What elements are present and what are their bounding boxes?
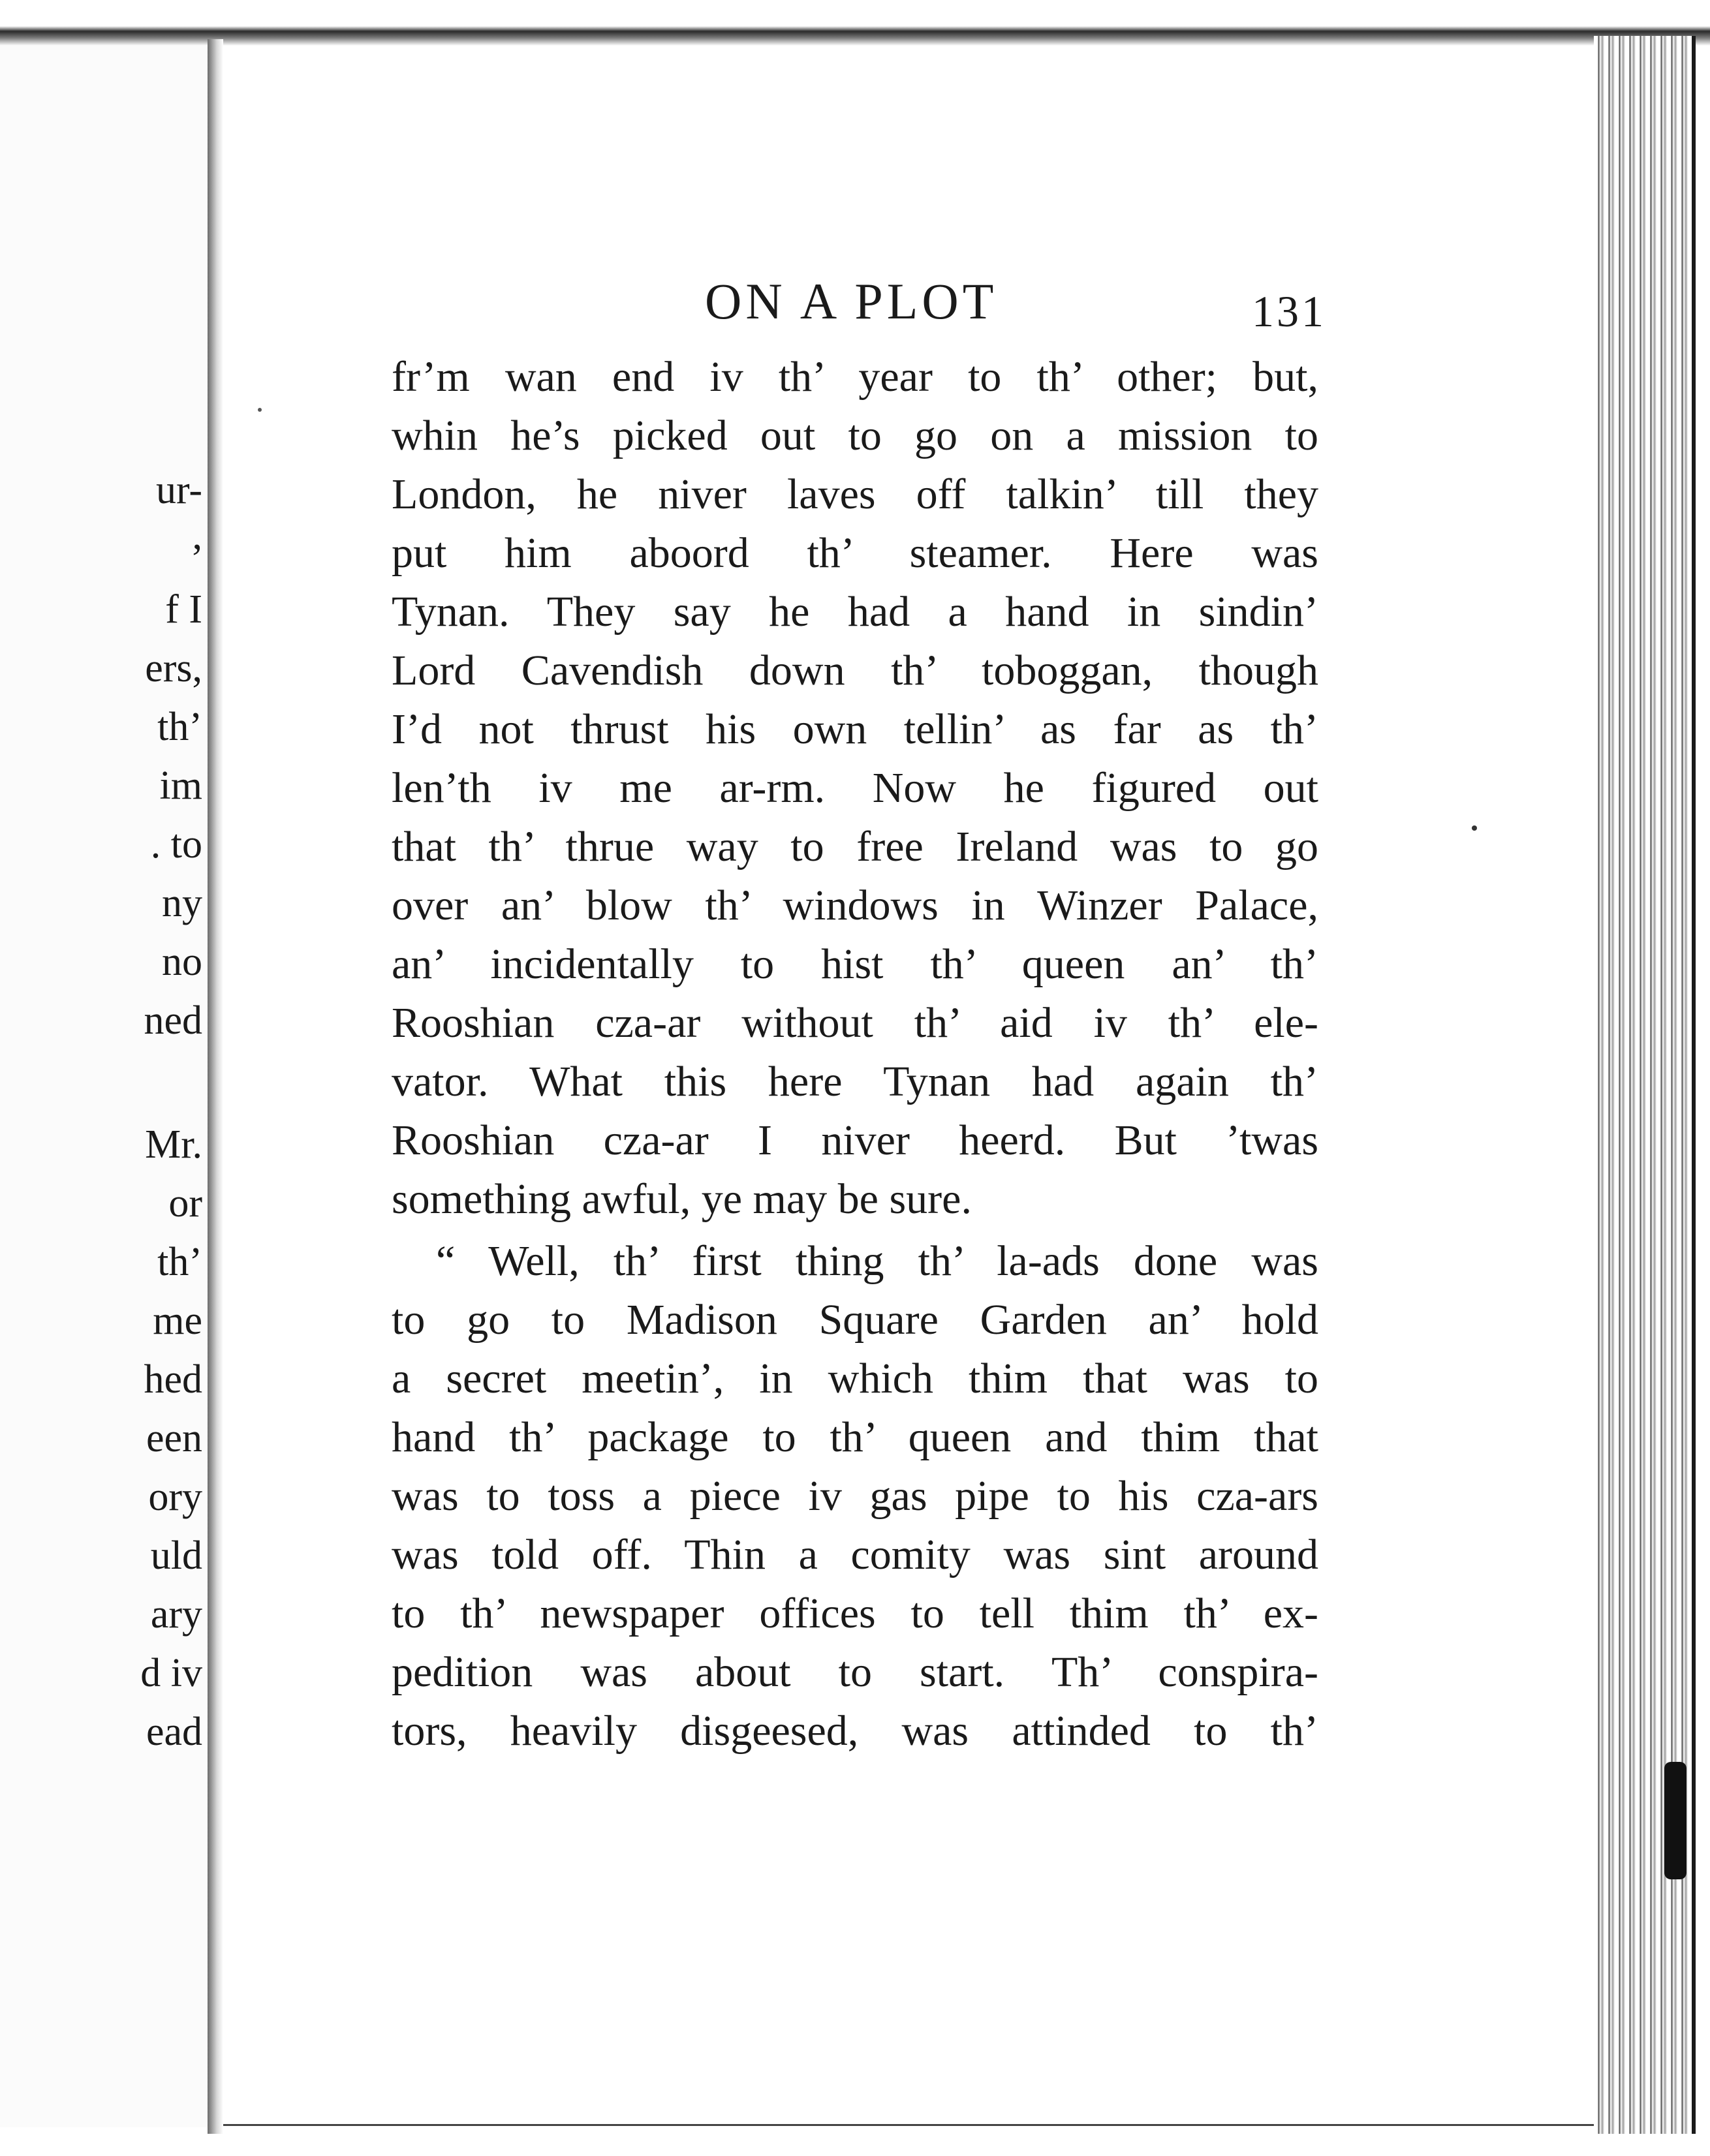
text-line: fr’m wan end iv th’ year to th’ other; but, bbox=[392, 353, 1318, 401]
left-page-text-fragment: ead bbox=[146, 1710, 202, 1754]
left-page-text-fragment: . to bbox=[150, 822, 202, 867]
left-page-text-fragment: ory bbox=[148, 1475, 202, 1519]
book-top-edge bbox=[0, 0, 1710, 46]
left-page-text-fragment: f I bbox=[165, 587, 202, 632]
left-page-text-fragment: d iv bbox=[140, 1651, 202, 1695]
text-line: over an’ blow th’ windows in Winzer Palace, bbox=[392, 882, 1318, 929]
text-line: to go to Madison Square Garden an’ hold bbox=[392, 1296, 1318, 1344]
left-page-text-fragment: im bbox=[159, 763, 202, 808]
text-line: was to toss a piece iv gas pipe to his cza-ars bbox=[392, 1472, 1318, 1520]
text-line: that th’ thrue way to free Ireland was to go bbox=[392, 823, 1318, 870]
left-page-text-fragment: th’ bbox=[157, 1240, 202, 1284]
paper-speck bbox=[258, 408, 262, 412]
running-head: ON A PLOT bbox=[705, 273, 998, 330]
left-page-text-fragment: ned bbox=[144, 998, 202, 1043]
left-page-text-fragment: uld bbox=[150, 1533, 202, 1578]
left-page-text-fragment: ers, bbox=[145, 646, 202, 690]
text-line: Tynan. They say he had a hand in sindin’ bbox=[392, 588, 1318, 636]
book-gutter bbox=[208, 39, 223, 2134]
text-line: tors, heavily disgeesed, was attinded to th’ bbox=[392, 1707, 1318, 1755]
paper-speck bbox=[1472, 825, 1477, 831]
text-line: was told off. Thin a comity was sint around bbox=[392, 1531, 1318, 1578]
left-page-text-fragment: no bbox=[162, 940, 202, 984]
text-line: vator. What this here Tynan had again th’ bbox=[392, 1058, 1318, 1105]
page-edge-tab bbox=[1664, 1762, 1687, 1879]
left-page-text-fragment: een bbox=[146, 1416, 202, 1460]
left-page-text-fragment: ur- bbox=[155, 468, 202, 512]
left-page-text-fragment: hed bbox=[144, 1357, 202, 1402]
left-page-text-fragment: or bbox=[168, 1181, 202, 1225]
left-page-text-fragment: , bbox=[192, 514, 202, 558]
text-line: London, he niver laves off talkin’ till they bbox=[392, 470, 1318, 518]
text-line: pedition was about to start. Th’ conspira- bbox=[392, 1648, 1318, 1696]
left-page-text-fragment: ary bbox=[150, 1592, 202, 1637]
text-line: I’d not thrust his own tellin’ as far as th’ bbox=[392, 705, 1318, 753]
text-line: something awful, ye may be sure. bbox=[392, 1175, 972, 1223]
left-page-text-fragment: Mr. bbox=[145, 1122, 202, 1167]
text-line: to th’ newspaper offices to tell thim th’ ex- bbox=[392, 1590, 1318, 1637]
text-line: whin he’s picked out to go on a mission to bbox=[392, 412, 1318, 459]
text-line: hand th’ package to th’ queen and thim that bbox=[392, 1413, 1318, 1461]
text-line: len’th iv me ar-rm. Now he figured out bbox=[392, 764, 1318, 812]
text-line: Rooshian cza-ar without th’ aid iv th’ ele- bbox=[392, 999, 1318, 1047]
text-line: Rooshian cza-ar I niver heerd. But ’twas bbox=[392, 1116, 1318, 1164]
left-page-text-fragment: me bbox=[153, 1299, 202, 1343]
text-line: an’ incidentally to hist th’ queen an’ th’ bbox=[392, 940, 1318, 988]
left-page-text-fragment: th’ bbox=[157, 705, 202, 749]
text-line: put him aboord th’ steamer. Here was bbox=[392, 529, 1318, 577]
page-number: 131 bbox=[1252, 286, 1326, 336]
text-line: a secret meetin’, in which thim that was to bbox=[392, 1355, 1318, 1402]
text-line: “ Well, th’ first thing th’ la-ads done was bbox=[436, 1237, 1318, 1285]
left-page-text-fragment: ny bbox=[162, 881, 202, 925]
previous-page-fragment bbox=[0, 46, 210, 2127]
text-line: Lord Cavendish down th’ toboggan, though bbox=[392, 647, 1318, 694]
